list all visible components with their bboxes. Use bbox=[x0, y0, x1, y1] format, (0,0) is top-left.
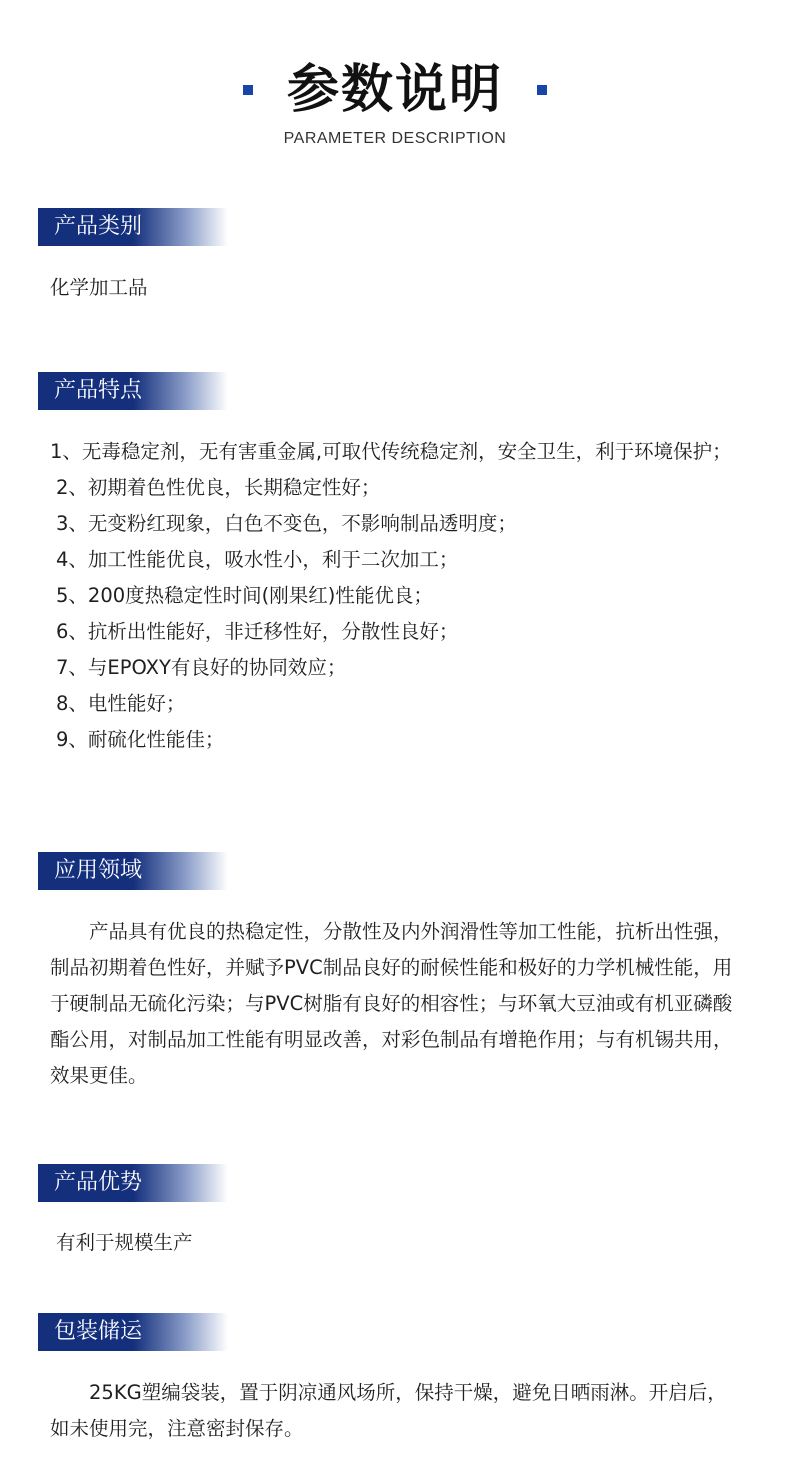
section-label-text: 应用领域 bbox=[54, 858, 143, 883]
list-item: 2、初期着色性优良，长期稳定性好； bbox=[56, 476, 381, 499]
section-label-advantage bbox=[38, 1164, 228, 1202]
list-item: 5、200度热稳定性时间(刚果红)性能优良； bbox=[56, 584, 433, 607]
list-item: 3、无变粉红现象，白色不变色，不影响制品透明度； bbox=[56, 512, 517, 535]
page-header bbox=[0, 50, 790, 160]
page-title: 参数说明 bbox=[286, 60, 503, 120]
list-item: 7、与EPOXY有良好的协同效应； bbox=[56, 656, 347, 679]
section-label-application bbox=[38, 852, 228, 890]
features-list bbox=[50, 434, 740, 758]
section-label-packaging bbox=[38, 1313, 228, 1351]
packaging-text bbox=[50, 1375, 740, 1447]
application-paragraph: 产品具有优良的热稳定性，分散性及内外润滑性等加工性能，抗析出性强，制品初期着色性好，并赋予PVC制品良好的耐候性能和极好的力学机械性能，用于硬制品无硫化污染；与PVC树脂有良好的相容性；与环氧大豆油或有机亚磷酸酯公用，对制品加工性能有明显改善，对彩色制品有增艳作用；与有机锡共用，效果更佳。 bbox=[50, 920, 733, 1087]
section-label-features bbox=[38, 372, 228, 410]
category-text: 化学加工品 bbox=[50, 276, 148, 299]
list-item: 1、无毒稳定剂，无有害重金属,可取代传统稳定剂，安全卫生，利于环境保护； bbox=[50, 440, 732, 463]
list-item: 6、抗析出性能好，非迁移性好，分散性良好； bbox=[56, 620, 459, 643]
section-label-text: 包装储运 bbox=[54, 1319, 143, 1344]
section-label-text: 产品优势 bbox=[54, 1170, 143, 1195]
packaging-paragraph: 25KG塑编袋装，置于阴凉通风场所，保持干燥，避免日晒雨淋。开启后，如未使用完，注意密封保存。 bbox=[50, 1381, 727, 1440]
list-item: 4、加工性能优良，吸水性小，利于二次加工； bbox=[56, 548, 459, 571]
section-label-text: 产品特点 bbox=[54, 378, 143, 403]
list-item: 8、电性能好； bbox=[56, 692, 186, 715]
list-item: 9、耐硫化性能佳； bbox=[56, 728, 225, 751]
right-square-bullet-icon bbox=[537, 85, 547, 95]
section-label-text: 产品类别 bbox=[54, 214, 143, 239]
page-subtitle: PARAMETER DESCRIPTION bbox=[283, 130, 507, 147]
application-text bbox=[50, 914, 740, 1094]
title-row bbox=[0, 50, 790, 130]
left-square-bullet-icon bbox=[243, 85, 253, 95]
section-label-category bbox=[38, 208, 228, 246]
advantage-text: 有利于规模生产 bbox=[56, 1231, 193, 1254]
